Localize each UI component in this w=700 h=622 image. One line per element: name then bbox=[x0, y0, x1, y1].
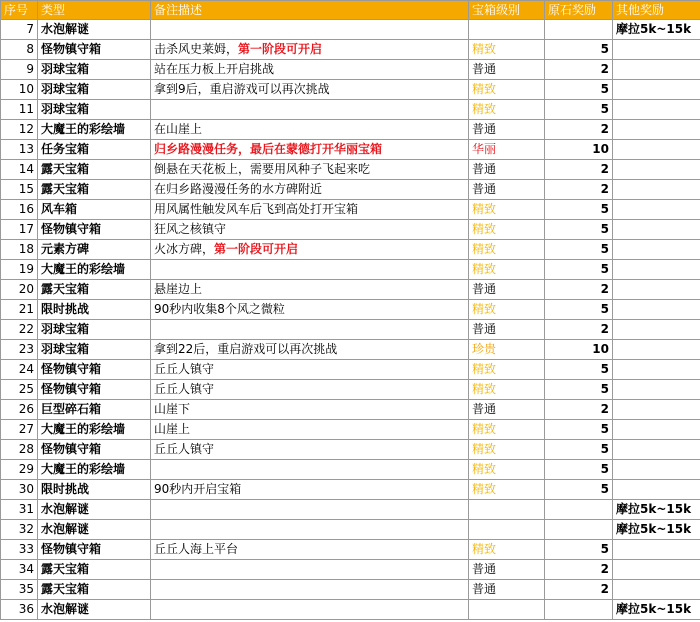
note-text: 在归乡路漫漫任务的水方碑附近 bbox=[154, 182, 323, 196]
cell-no: 20 bbox=[1, 280, 38, 300]
table-row bbox=[1, 500, 700, 520]
cell-gems: 2 bbox=[545, 280, 613, 300]
cell-type: 水泡解谜 bbox=[38, 500, 151, 520]
cell-type: 羽球宝箱 bbox=[38, 340, 151, 360]
cell-other bbox=[613, 220, 700, 240]
cell-type: 羽球宝箱 bbox=[38, 320, 151, 340]
cell-grade: 普通 bbox=[469, 580, 545, 600]
table-row bbox=[1, 80, 700, 100]
cell-grade: 精致 bbox=[469, 420, 545, 440]
cell-note bbox=[151, 580, 469, 600]
cell-gems: 10 bbox=[545, 140, 613, 160]
cell-gems: 2 bbox=[545, 180, 613, 200]
cell-type: 大魔王的彩绘墙 bbox=[38, 420, 151, 440]
cell-grade: 精致 bbox=[469, 480, 545, 500]
cell-other: 摩拉5k~15k bbox=[613, 20, 700, 40]
cell-other bbox=[613, 320, 700, 340]
cell-type: 怪物镇守箱 bbox=[38, 380, 151, 400]
cell-gems: 5 bbox=[545, 460, 613, 480]
cell-grade: 精致 bbox=[469, 460, 545, 480]
cell-other bbox=[613, 160, 700, 180]
table-row bbox=[1, 140, 700, 160]
cell-note bbox=[151, 40, 469, 60]
table-row bbox=[1, 20, 700, 40]
cell-type: 露天宝箱 bbox=[38, 560, 151, 580]
cell-grade: 精致 bbox=[469, 300, 545, 320]
cell-gems: 5 bbox=[545, 540, 613, 560]
cell-other bbox=[613, 300, 700, 320]
cell-note bbox=[151, 340, 469, 360]
cell-note bbox=[151, 180, 469, 200]
cell-type: 露天宝箱 bbox=[38, 580, 151, 600]
cell-type: 露天宝箱 bbox=[38, 280, 151, 300]
cell-other bbox=[613, 540, 700, 560]
cell-grade: 精致 bbox=[469, 40, 545, 60]
cell-type: 大魔王的彩绘墙 bbox=[38, 120, 151, 140]
cell-gems: 5 bbox=[545, 240, 613, 260]
cell-note bbox=[151, 600, 469, 620]
cell-no: 18 bbox=[1, 240, 38, 260]
cell-grade: 普通 bbox=[469, 320, 545, 340]
cell-gems: 5 bbox=[545, 80, 613, 100]
table-row bbox=[1, 340, 700, 360]
cell-no: 17 bbox=[1, 220, 38, 240]
cell-gems: 5 bbox=[545, 40, 613, 60]
cell-grade: 精致 bbox=[469, 440, 545, 460]
table-row bbox=[1, 100, 700, 120]
cell-gems: 2 bbox=[545, 400, 613, 420]
cell-no: 23 bbox=[1, 340, 38, 360]
cell-grade: 精致 bbox=[469, 220, 545, 240]
header-row bbox=[1, 1, 700, 20]
cell-other: 摩拉5k~15k bbox=[613, 500, 700, 520]
cell-no: 26 bbox=[1, 400, 38, 420]
table-row bbox=[1, 200, 700, 220]
cell-grade: 普通 bbox=[469, 120, 545, 140]
cell-gems: 2 bbox=[545, 580, 613, 600]
cell-note bbox=[151, 300, 469, 320]
cell-other: 摩拉5k~15k bbox=[613, 600, 700, 620]
cell-type: 限时挑战 bbox=[38, 480, 151, 500]
note-text: 山崖下 bbox=[154, 402, 191, 416]
note-highlight: 归乡路漫漫任务，最后在蒙德打开华丽宝箱 bbox=[154, 142, 383, 156]
table-row bbox=[1, 220, 700, 240]
cell-type: 巨型碎石箱 bbox=[38, 400, 151, 420]
cell-note bbox=[151, 100, 469, 120]
cell-no: 27 bbox=[1, 420, 38, 440]
cell-gems: 5 bbox=[545, 100, 613, 120]
cell-no: 16 bbox=[1, 200, 38, 220]
header-gems: 原石奖励 bbox=[545, 1, 613, 20]
cell-grade: 精致 bbox=[469, 360, 545, 380]
cell-note bbox=[151, 500, 469, 520]
table-row bbox=[1, 480, 700, 500]
cell-other bbox=[613, 460, 700, 480]
cell-other bbox=[613, 100, 700, 120]
cell-no: 25 bbox=[1, 380, 38, 400]
header-other: 其他奖励 bbox=[613, 1, 700, 20]
table-row bbox=[1, 360, 700, 380]
note-highlight: 第一阶段可开启 bbox=[238, 42, 323, 56]
cell-gems: 2 bbox=[545, 320, 613, 340]
cell-grade: 精致 bbox=[469, 260, 545, 280]
cell-other bbox=[613, 560, 700, 580]
header-no: 序号 bbox=[1, 1, 38, 20]
cell-no: 24 bbox=[1, 360, 38, 380]
note-text: 击杀风史莱姆， bbox=[154, 42, 239, 56]
cell-grade: 精致 bbox=[469, 80, 545, 100]
table-row bbox=[1, 520, 700, 540]
cell-other bbox=[613, 280, 700, 300]
cell-type: 羽球宝箱 bbox=[38, 80, 151, 100]
cell-gems bbox=[545, 20, 613, 40]
cell-note bbox=[151, 260, 469, 280]
cell-grade: 珍贵 bbox=[469, 340, 545, 360]
cell-gems: 5 bbox=[545, 300, 613, 320]
table-row bbox=[1, 540, 700, 560]
cell-grade: 精致 bbox=[469, 540, 545, 560]
cell-other bbox=[613, 40, 700, 60]
cell-type: 元素方碑 bbox=[38, 240, 151, 260]
cell-other bbox=[613, 240, 700, 260]
table-row bbox=[1, 380, 700, 400]
table-row bbox=[1, 420, 700, 440]
cell-note bbox=[151, 200, 469, 220]
header-note: 备注描述 bbox=[151, 1, 469, 20]
note-text: 丘丘人镇守 bbox=[154, 382, 215, 396]
cell-no: 22 bbox=[1, 320, 38, 340]
cell-no: 7 bbox=[1, 20, 38, 40]
cell-type: 怪物镇守箱 bbox=[38, 440, 151, 460]
cell-other bbox=[613, 400, 700, 420]
cell-no: 10 bbox=[1, 80, 38, 100]
cell-gems bbox=[545, 600, 613, 620]
table-row bbox=[1, 320, 700, 340]
cell-other bbox=[613, 420, 700, 440]
cell-note bbox=[151, 560, 469, 580]
table-row bbox=[1, 400, 700, 420]
note-text: 山崖上 bbox=[154, 422, 191, 436]
cell-other bbox=[613, 140, 700, 160]
cell-note bbox=[151, 160, 469, 180]
note-text: 拿到9后，重启游戏可以再次挑战 bbox=[154, 82, 330, 96]
cell-note bbox=[151, 240, 469, 260]
cell-type: 羽球宝箱 bbox=[38, 60, 151, 80]
cell-gems: 5 bbox=[545, 420, 613, 440]
cell-other bbox=[613, 80, 700, 100]
note-text: 用风属性触发风车后飞到高处打开宝箱 bbox=[154, 202, 359, 216]
cell-grade: 普通 bbox=[469, 60, 545, 80]
cell-gems: 2 bbox=[545, 60, 613, 80]
cell-no: 36 bbox=[1, 600, 38, 620]
cell-other bbox=[613, 360, 700, 380]
cell-note bbox=[151, 220, 469, 240]
cell-grade bbox=[469, 600, 545, 620]
cell-other bbox=[613, 580, 700, 600]
cell-type: 怪物镇守箱 bbox=[38, 540, 151, 560]
cell-type: 羽球宝箱 bbox=[38, 100, 151, 120]
note-highlight: 第一阶段可开启 bbox=[214, 242, 299, 256]
cell-note bbox=[151, 540, 469, 560]
cell-note bbox=[151, 440, 469, 460]
cell-no: 28 bbox=[1, 440, 38, 460]
note-text: 丘丘人镇守 bbox=[154, 442, 215, 456]
cell-gems: 5 bbox=[545, 260, 613, 280]
cell-grade bbox=[469, 500, 545, 520]
table-row bbox=[1, 280, 700, 300]
cell-note bbox=[151, 60, 469, 80]
cell-type: 限时挑战 bbox=[38, 300, 151, 320]
cell-no: 30 bbox=[1, 480, 38, 500]
cell-note bbox=[151, 420, 469, 440]
note-text: 90秒内开启宝箱 bbox=[154, 482, 242, 496]
cell-no: 14 bbox=[1, 160, 38, 180]
table-row bbox=[1, 580, 700, 600]
cell-type: 怪物镇守箱 bbox=[38, 220, 151, 240]
cell-no: 15 bbox=[1, 180, 38, 200]
cell-grade: 精致 bbox=[469, 100, 545, 120]
table-row bbox=[1, 160, 700, 180]
note-text: 悬崖边上 bbox=[154, 282, 203, 296]
cell-no: 12 bbox=[1, 120, 38, 140]
table-row bbox=[1, 240, 700, 260]
note-text: 拿到22后，重启游戏可以再次挑战 bbox=[154, 342, 338, 356]
cell-other bbox=[613, 260, 700, 280]
table-row bbox=[1, 180, 700, 200]
cell-other bbox=[613, 380, 700, 400]
table-row bbox=[1, 40, 700, 60]
cell-grade: 精致 bbox=[469, 380, 545, 400]
cell-other bbox=[613, 200, 700, 220]
note-text: 在山崖上 bbox=[154, 122, 203, 136]
note-text: 丘丘人镇守 bbox=[154, 362, 215, 376]
cell-gems: 10 bbox=[545, 340, 613, 360]
cell-note bbox=[151, 380, 469, 400]
cell-no: 32 bbox=[1, 520, 38, 540]
cell-grade: 精致 bbox=[469, 200, 545, 220]
cell-note bbox=[151, 140, 469, 160]
note-text: 倒悬在天花板上，需要用风种子飞起来吃 bbox=[154, 162, 371, 176]
cell-note bbox=[151, 520, 469, 540]
cell-no: 21 bbox=[1, 300, 38, 320]
cell-type: 水泡解谜 bbox=[38, 520, 151, 540]
cell-grade: 普通 bbox=[469, 180, 545, 200]
cell-grade: 普通 bbox=[469, 280, 545, 300]
cell-other bbox=[613, 120, 700, 140]
cell-type: 水泡解谜 bbox=[38, 600, 151, 620]
cell-note bbox=[151, 400, 469, 420]
cell-grade: 普通 bbox=[469, 160, 545, 180]
cell-no: 29 bbox=[1, 460, 38, 480]
table-row bbox=[1, 300, 700, 320]
cell-no: 33 bbox=[1, 540, 38, 560]
cell-grade: 普通 bbox=[469, 400, 545, 420]
cell-gems: 5 bbox=[545, 200, 613, 220]
cell-gems: 5 bbox=[545, 480, 613, 500]
cell-note bbox=[151, 360, 469, 380]
table-row bbox=[1, 60, 700, 80]
cell-no: 8 bbox=[1, 40, 38, 60]
cell-other bbox=[613, 440, 700, 460]
cell-type: 水泡解谜 bbox=[38, 20, 151, 40]
table-row bbox=[1, 260, 700, 280]
cell-gems: 5 bbox=[545, 380, 613, 400]
cell-no: 31 bbox=[1, 500, 38, 520]
cell-gems: 2 bbox=[545, 560, 613, 580]
cell-no: 13 bbox=[1, 140, 38, 160]
cell-grade: 华丽 bbox=[469, 140, 545, 160]
cell-note bbox=[151, 20, 469, 40]
cell-type: 怪物镇守箱 bbox=[38, 40, 151, 60]
cell-other bbox=[613, 180, 700, 200]
cell-gems: 5 bbox=[545, 220, 613, 240]
cell-no: 19 bbox=[1, 260, 38, 280]
cell-grade bbox=[469, 20, 545, 40]
cell-grade: 精致 bbox=[469, 240, 545, 260]
note-text: 火冰方碑， bbox=[154, 242, 215, 256]
note-text: 狂风之核镇守 bbox=[154, 222, 227, 236]
cell-grade: 普通 bbox=[469, 560, 545, 580]
cell-other bbox=[613, 480, 700, 500]
cell-no: 35 bbox=[1, 580, 38, 600]
cell-type: 露天宝箱 bbox=[38, 180, 151, 200]
cell-no: 34 bbox=[1, 560, 38, 580]
header-grade: 宝箱级别 bbox=[469, 1, 545, 20]
cell-gems: 2 bbox=[545, 160, 613, 180]
table-row bbox=[1, 600, 700, 620]
cell-type: 露天宝箱 bbox=[38, 160, 151, 180]
note-text: 90秒内收集8个风之微粒 bbox=[154, 302, 285, 316]
table-row bbox=[1, 440, 700, 460]
table-row bbox=[1, 120, 700, 140]
note-text: 站在压力板上开启挑战 bbox=[154, 62, 275, 76]
cell-gems: 2 bbox=[545, 120, 613, 140]
header-type: 类型 bbox=[38, 1, 151, 20]
cell-note bbox=[151, 280, 469, 300]
cell-type: 怪物镇守箱 bbox=[38, 360, 151, 380]
table-row bbox=[1, 560, 700, 580]
cell-other: 摩拉5k~15k bbox=[613, 520, 700, 540]
cell-note bbox=[151, 480, 469, 500]
cell-type: 大魔王的彩绘墙 bbox=[38, 460, 151, 480]
cell-gems bbox=[545, 520, 613, 540]
cell-note bbox=[151, 80, 469, 100]
cell-no: 11 bbox=[1, 100, 38, 120]
cell-type: 任务宝箱 bbox=[38, 140, 151, 160]
cell-other bbox=[613, 60, 700, 80]
cell-no: 9 bbox=[1, 60, 38, 80]
note-text: 丘丘人海上平台 bbox=[154, 542, 239, 556]
cell-type: 大魔王的彩绘墙 bbox=[38, 260, 151, 280]
cell-type: 风车箱 bbox=[38, 200, 151, 220]
cell-other bbox=[613, 340, 700, 360]
table-row bbox=[1, 460, 700, 480]
cell-note bbox=[151, 320, 469, 340]
cell-gems bbox=[545, 500, 613, 520]
cell-gems: 5 bbox=[545, 360, 613, 380]
cell-grade bbox=[469, 520, 545, 540]
cell-note bbox=[151, 460, 469, 480]
cell-gems: 5 bbox=[545, 440, 613, 460]
cell-note bbox=[151, 120, 469, 140]
table-body bbox=[1, 20, 700, 620]
